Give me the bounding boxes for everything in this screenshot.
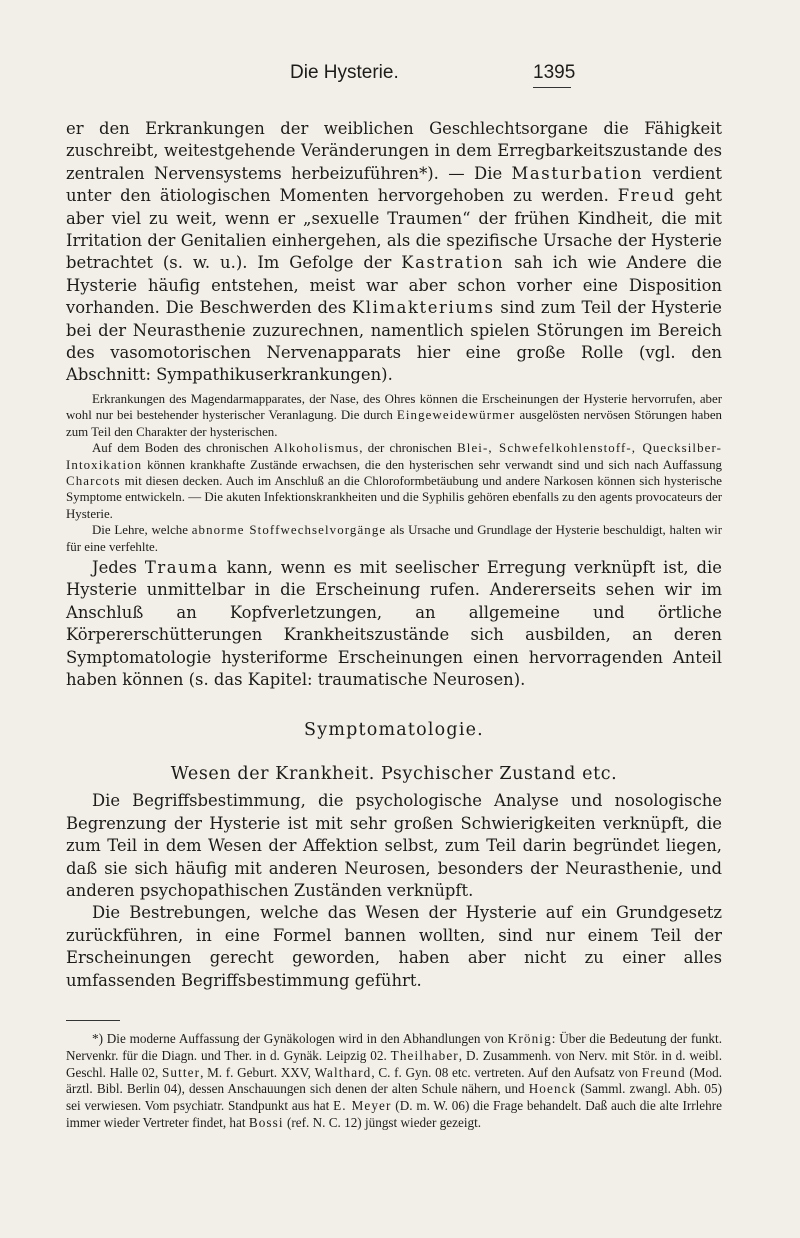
paragraph-formula: Die Bestrebungen, welche das Wesen der Hysterie auf ein Grundgesetz zurückführen, in eine Formel bannen wollten, sind nur einem Teil der Erscheinungen gerecht geworden, haben aber nicht zu einer alles umfassenden Begriffsbestimmung geführt. bbox=[66, 903, 722, 990]
author-charcot: Charcots bbox=[66, 473, 121, 488]
author-meyer: E. Meyer bbox=[333, 1098, 392, 1114]
text-run: (ref. N. C. 12) jüngst wieder gezeigt. bbox=[283, 1115, 482, 1131]
running-title: Die Hysterie. bbox=[290, 62, 399, 83]
text-run: (D. m. W. 06) die Frage behandelt. Daß auch die alte Irrlehre immer wieder Vertreter findet, hat bbox=[66, 1098, 722, 1131]
text-run: (Samml. zwangl. Abh. 05) sei verwiesen. Vom psychiatr. Standpunkt aus hat bbox=[66, 1081, 722, 1114]
paragraph-etiology bbox=[66, 118, 722, 387]
text-run: , D. Zusammenh. von Nerv. mit Stör. in d. weibl. Geschl. Halle 02, bbox=[66, 1047, 722, 1080]
term-trauma: Trauma bbox=[144, 557, 219, 577]
header-rule bbox=[533, 87, 571, 88]
text-run: kann, wenn es mit seelischer Erregung verknüpft ist, die Hysterie unmittelbar in die Erscheinung rufen. Andererseits sehen wir im Anschluß an Kopfverletzungen, an allgemeine und örtliche Körpererschütterungen Krankheitszustände sich ausbilden, an deren Symptomatologie hysteriforme Erscheinungen einen hervorragenden Anteil haben können (s. das Kapitel: traumatische Neurosen). bbox=[66, 557, 722, 689]
page-number: 1395 bbox=[533, 62, 576, 83]
author-freud: Freud bbox=[617, 186, 676, 206]
text-run: , M. f. Geburt. XXV, bbox=[200, 1064, 315, 1080]
term-alkoholismus: Alkoholismus bbox=[273, 441, 360, 456]
text-run: Auf dem Boden des chronischen bbox=[92, 441, 274, 456]
text-run: Jedes bbox=[92, 557, 145, 577]
small-paragraph-intoxication bbox=[66, 440, 722, 522]
paragraph-trauma bbox=[66, 557, 722, 691]
text-run: können krankhafte Zustände erwachsen, die den hysterischen sehr verwandt sind und sich nach Auffassung bbox=[142, 457, 722, 472]
author-theilhaber: Theilhaber bbox=[390, 1047, 459, 1063]
paragraph-definition: Die Begriffsbestimmung, die psychologische Analyse und nosologische Begrenzung der Hysterie ist mit sehr großen Schwierigkeiten verknüpft, die zum Teil in dem Wesen der Affektion selbst, zum Teil darin begründet liegen, daß sie sich häufig mit anderen Neurosen, besonders der Neurasthenie, und anderen psychopathischen Zuständen verknüpft. bbox=[66, 791, 722, 900]
text-run: ausgelösten nervösen Störungen haben zum Teil den Charakter der hysterischen. bbox=[66, 408, 722, 439]
text-run: als Ursache und Grundlage der Hysterie beschuldigt, halten wir für eine verfehlte. bbox=[66, 523, 722, 554]
footnote bbox=[66, 1031, 722, 1132]
term-kastration: Kastration bbox=[401, 253, 505, 273]
author-freund: Freund bbox=[641, 1064, 686, 1080]
author-bossi: Bossi bbox=[248, 1115, 284, 1131]
subsection-title: Wesen der Krankheit. Psychischer Zustand etc. bbox=[170, 764, 618, 785]
author-kroenig: Krönig bbox=[507, 1031, 552, 1047]
text-run: verdient unter den ätiologischen Momenten hervorgehoben zu werden. bbox=[66, 163, 722, 206]
small-paragraph-organs bbox=[66, 391, 722, 440]
term-stoffwechsel: abnorme Stoffwechselvorgänge bbox=[191, 523, 387, 538]
term-intoxikation: Blei-, Schwefelkohlenstoff-, Quecksilber-Intoxikation bbox=[66, 441, 722, 472]
text-run: sah ich wie Andere die Hysterie häufig entstehen, meist war aber schon vorher eine Disposition vorhanden. Die Beschwerden des bbox=[66, 253, 723, 318]
author-sutter: Sutter bbox=[161, 1064, 201, 1080]
text-run: (Mod. ärztl. Bibl. Berlin 04), dessen Anschauungen sich denen der alten Schule nähern, und bbox=[66, 1064, 723, 1097]
author-hoenck: Hoenck bbox=[528, 1081, 577, 1097]
text-run: , der chronischen bbox=[359, 441, 458, 456]
page-header bbox=[0, 62, 800, 90]
text-run: Erkrankungen des Magendarmapparates, der Nase, des Ohres können die Erscheinungen der Hysterie hervorrufen, aber wohl nur bei bestehender hysterischer Veranlagung. Die durch bbox=[66, 391, 722, 423]
text-run: er den Erkrankungen der weiblichen Geschlechtsorgane die Fähigkeit zuschreibt, weitestgehende Veränderungen in dem Erregbarkeitszustande des zentralen Nervensystems herbeizuführen*). — Die bbox=[66, 119, 722, 183]
small-paragraph-metabolism bbox=[66, 522, 722, 555]
text-run: : Über die Bedeutung der funkt. Nervenkr. für die Diagn. und Ther. in d. Gynäk. Leipzig 02. bbox=[66, 1031, 722, 1063]
text-run: geht aber viel zu weit, wenn er „sexuelle Traumen“ der frühen Kindheit, die mit Irritation der Genitalien einhergehen, als die spezifische Ursache der Hysterie betrachtet (s. w. u.). Im Gefolge der bbox=[66, 186, 722, 273]
text-run: *) Die moderne Auffassung der Gynäkologen wird in den Abhandlungen von bbox=[92, 1031, 508, 1047]
page-body bbox=[66, 118, 722, 1132]
footnote-rule bbox=[66, 1020, 120, 1021]
text-run: sind zum Teil der Hysterie bei der Neurasthenie zuzurechnen, namentlich spielen Störungen im Bereich des vasomotorischen Nervenapparats hier eine große Rolle (vgl. den Abschnitt: Sympathikuserkrankungen). bbox=[66, 298, 722, 385]
text-run: , C. f. Gyn. 08 etc. vertreten. Auf den Aufsatz von bbox=[371, 1064, 642, 1080]
text-run: mit diesen decken. Auch im Anschluß an die Chloroformbetäubung und andere Narkosen können sich hysterische Symptome entwickeln. — Die akuten Infektionskrankheiten und die Syphilis gehören ebenfalls zu den agents provocateurs der Hysterie. bbox=[66, 473, 722, 521]
author-walthard: Walthard bbox=[314, 1064, 372, 1080]
term-klimakterium: Klimakteriums bbox=[351, 298, 495, 318]
section-title: Symptomatologie. bbox=[304, 720, 484, 741]
text-run: Die Lehre, welche bbox=[92, 523, 192, 538]
term-masturbation: Masturbation bbox=[511, 163, 644, 183]
term-eingeweidewuermer: Eingeweidewürmer bbox=[396, 408, 516, 423]
